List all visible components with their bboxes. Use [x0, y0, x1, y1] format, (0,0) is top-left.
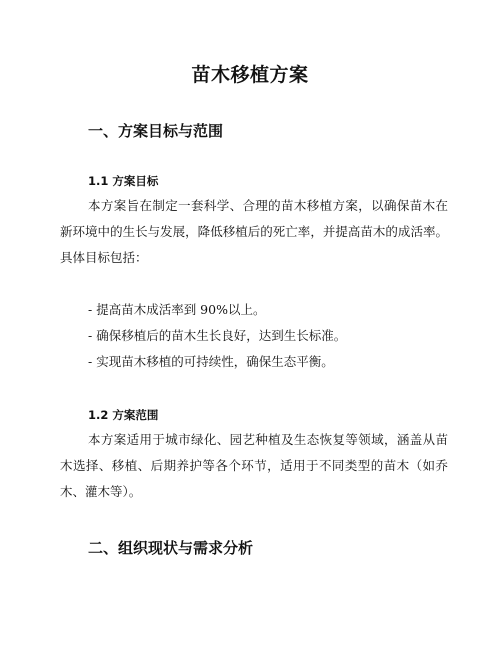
subsection-heading-1-1: 1.1 方案目标 [88, 174, 159, 188]
paragraph-goal: 本方案旨在制定一套科学、合理的苗木移植方案，以确保苗木在新环境中的生长与发展，降低移植后的死亡率，并提高苗木的成活率。具体目标包括： [60, 198, 448, 265]
document-title: 苗木移植方案 [191, 64, 309, 86]
paragraph-scope: 本方案适用于城市绿化、园艺种植及生态恢复等领域，涵盖从苗木选择、移植、后期养护等各个环节，适用于不同类型的苗木（如乔木、灌木等）。 [60, 432, 448, 499]
subsection-heading-1-2: 1.2 方案范围 [88, 408, 159, 422]
list-item: - 确保移植后的苗木生长良好，达到生长标准。 [88, 328, 347, 343]
list-item: - 提高苗木成活率到 90%以上。 [88, 302, 266, 317]
section-heading-1: 一、方案目标与范围 [88, 122, 224, 140]
section-heading-2: 二、组织现状与需求分析 [88, 539, 254, 557]
list-item: - 实现苗木移植的可持续性，确保生态平衡。 [88, 354, 334, 369]
